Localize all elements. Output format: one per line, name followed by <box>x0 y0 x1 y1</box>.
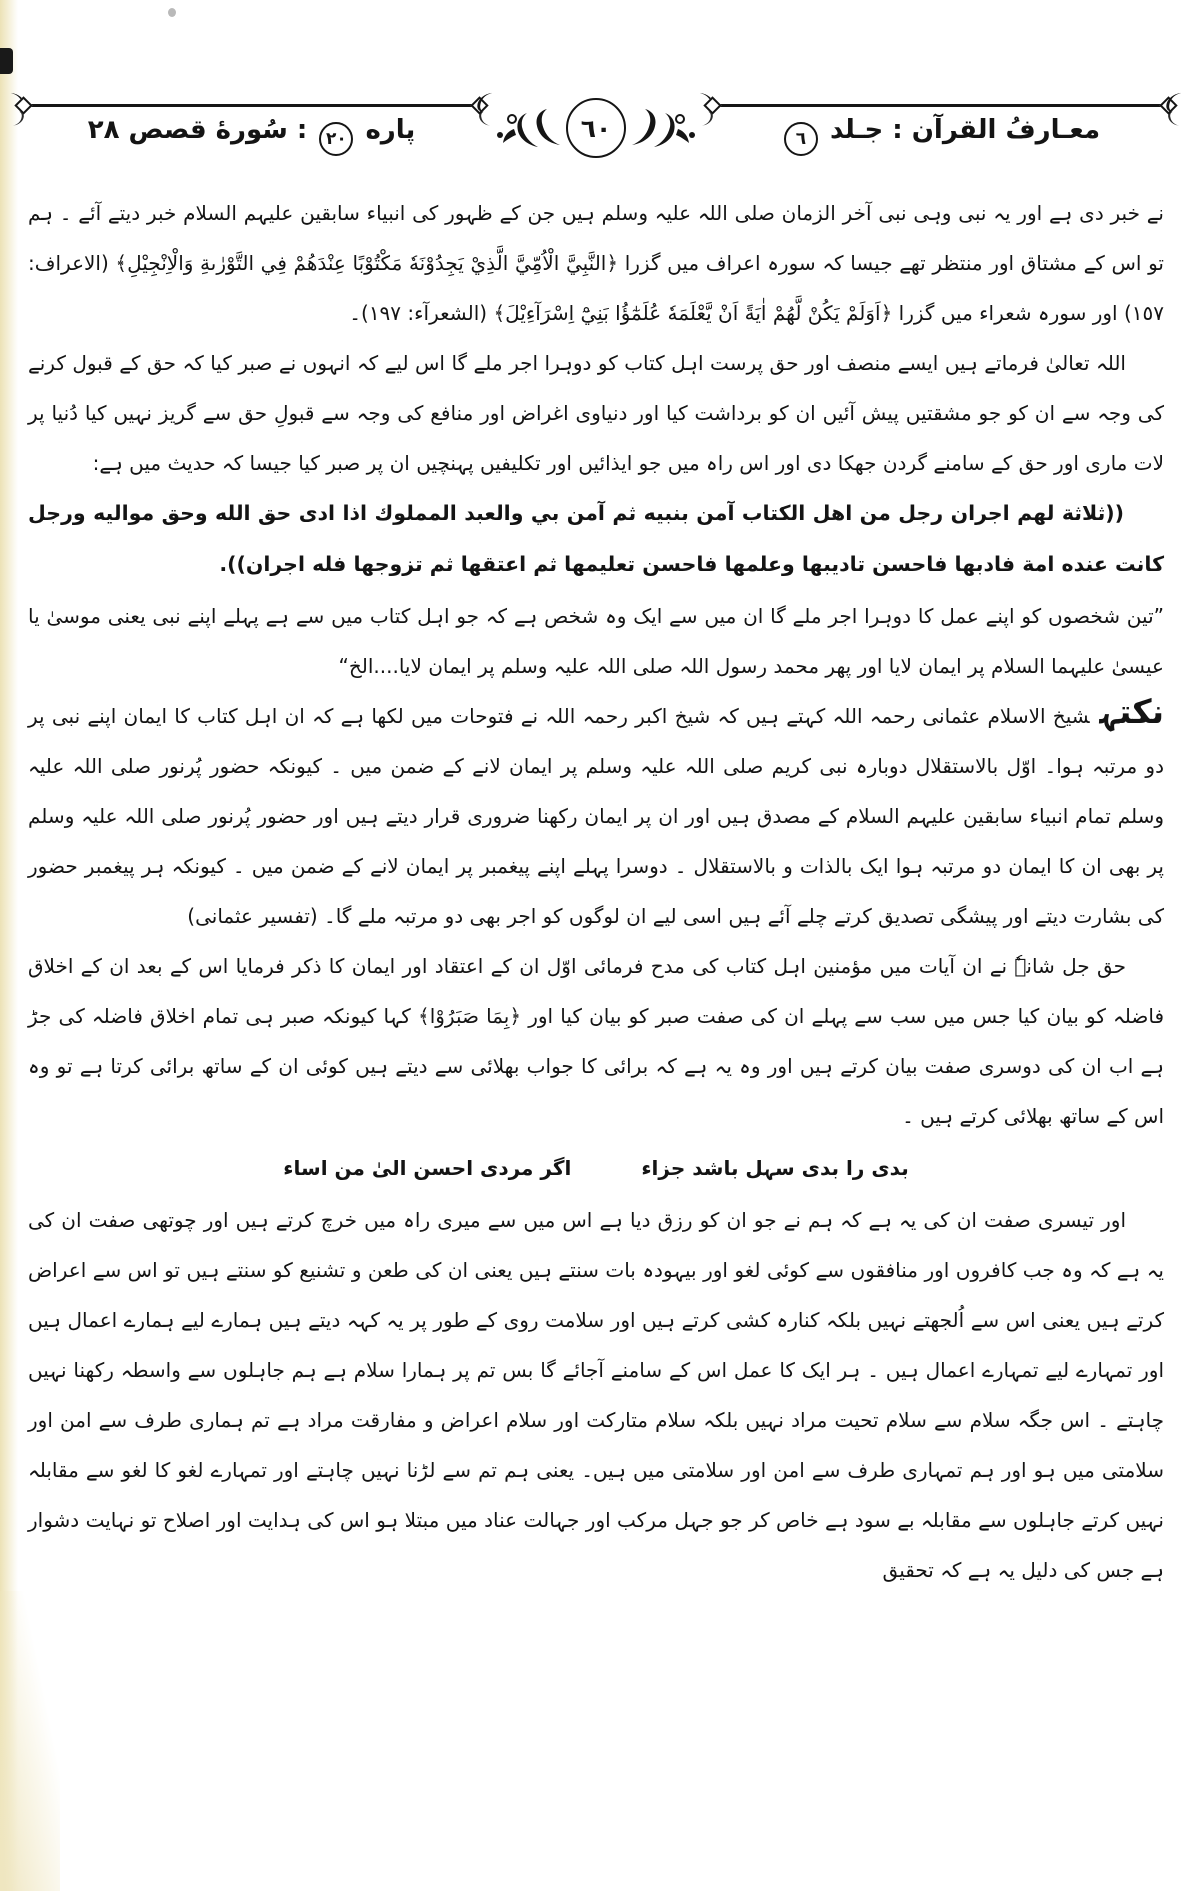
scan-speck <box>0 48 13 74</box>
leaf-curl-icon <box>1162 91 1184 113</box>
para-number-badge <box>319 122 353 156</box>
leaf-curl-icon <box>1165 111 1181 127</box>
paragraph-continuation: نے خبر دی ہے اور یہ نبی وہی نبی آخر الزمان صلی اللہ علیہ وسلم ہیں جن کے ظہور کی انبیاء سابقین علیہم السلام خبر دیتے آئے ۔ ہم تو اس کے مشتاق اور منتظر تھے جیسا کہ سورہ اعراف میں گزرا ﴿النَّبِيَّ الْاُمِّيَّ الَّذِيْ يَجِدُوْنَهٗ مَكْتُوْبًا عِنْدَهُمْ فِي التَّوْرٰىةِ وَالْاِنْجِيْلِ﴾ (الاعراف: ١٥٧) اور سورہ شعراء میں گزرا ﴿اَوَلَمْ يَكُنْ لَّهُمْ اٰيَةً اَنْ يَّعْلَمَهٗ عُلَمٰٓؤُا بَنِيْٓ اِسْرَآءِيْلَ﴾ (الشعرآء: ١٩٧)۔ <box>28 201 1164 325</box>
paragraph-commentary: اللہ تعالیٰ فرماتے ہیں ایسے منصف اور حق پرست اہل کتاب کو دوہرا اجر ملے گا اس لیے کہ انہوں نے صبر کیا کہ حق کے قبول کرنے کی وجہ سے ان کو جو مشقتیں پیش آئیں ان کو برداشت کیا اور دنیاوی اغراض اور منافع کی وجہ سے قبولِ حق سے گریز نہیں کیا دُنیا پر لات ماری اور حق کے سامنے گردن جھکا دی اور اس راہ میں جو ایذائیں اور تکلیفیں پہنچیں ان پر صبر کیا جیسا کہ حدیث میں ہے: <box>28 351 1164 475</box>
left-edge-tint <box>0 0 18 1891</box>
persian-couplet <box>28 1143 1164 1193</box>
scan-speck <box>168 8 176 17</box>
leaf-curl-icon <box>8 91 30 113</box>
page-number-circle <box>566 98 626 158</box>
paragraph-third-fourth-quality: اور تیسری صفت ان کی یہ ہے کہ ہم نے جو ان کو رزق دیا ہے اس میں سے میری راہ میں خرچ کرتے ہیں اور چوتھی صفت ان کی یہ ہے کہ وہ جب کافروں اور منافقوں سے کوئی لغو اور بیہودہ بات سنتے ہیں یعنی ان کی طعن و تشنیع کو سنتے ہیں تو اس سے اعراض کرتے ہیں یعنی اس سے اُلجھتے نہیں بلکہ کنارہ کشی کرتے ہیں اور سلامت روی کے طور پر یہ کہہ دیتے ہیں ہمارے لیے ہمارے اعمال ہیں اور تمہارے لیے تمہارے اعمال ہیں ۔ ہر ایک کا عمل اس کے سامنے آجائے گا بس تم پر ہمارا سلام ہے ہم جاہلوں سے واسطہ رکھنا نہیں چاہتے ۔ اس جگہ سلام سے سلام تحیت مراد نہیں بلکہ سلام متارکت اور سلام اعراض و مفارقت مراد ہے تم ہماری طرف سے امن اور سلامتی میں ہو اور ہم تمہاری طرف سے امن اور سلامتی میں ہیں۔ یعنی ہم تم سے لڑنا نہیں چاہتے اور تمہارے لغو کا لغو سے مقابلہ نہیں کرتے جاہلوں سے مقابلہ بے سود ہے خاص کر جو جہل مرکب اور جہالت عناد میں مبتلا ہو اس کی ہدایت اور اصلاح تو نہایت دشوار ہے جس کی دلیل یہ ہے کہ تحقیق <box>28 1207 1164 1582</box>
page-number: ٦٠ <box>580 113 612 143</box>
paragraph-praise-of-qualities: حق جل شانہٗ نے ان آیات میں مؤمنین اہل کتاب کی مدح فرمائی اوّل ان کے اعتقاد اور ایمان کا ذکر فرمایا اس کے بعد ان کے اخلاق فاضلہ کو بیان کیا جس میں سب سے پہلے ان کی صفت صبر کو بیان کیا اور ﴿بِمَا صَبَرُوْا﴾ کہا کیونکہ صبر ہی تمام اخلاق فاضلہ کی جڑ ہے اب ان کی دوسری صفت بیان کرتے ہیں اور وہ یہ ہے کہ برائی کا جواب بھلائی سے دیتے ہیں کوئی ان کے ساتھ برائی کرتا ہے تو وہ اس کے ساتھ بھلائی کرتے ہیں ۔ <box>28 953 1164 1128</box>
running-header <box>22 104 1170 158</box>
surah-label: : سُورهٔ قصص ٢٨ <box>87 115 308 145</box>
para-number: ٢٠ <box>326 129 347 149</box>
hadith-arabic: ((ثلاثة لهم اجران رجل من اهل الكتاب آمن بنبيه ثم آمن بي والعبد المملوك اذا ادى حق الله وحق مواليه ورجل كانت عنده امة فادبها فاحسن تاديبها وعلمها فاحسن تعليمها ثم اعتقها ثم تزوجها فله اجران)). <box>28 501 1164 577</box>
leaf-curl-icon <box>700 111 716 127</box>
corner-tint <box>0 1591 60 1891</box>
volume-number: ٦ <box>795 129 807 149</box>
leaf-curl-icon <box>697 91 719 113</box>
note-text: شیخ الاسلام عثمانی رحمہ اللہ کہتے ہیں کہ شیخ اکبر رحمہ اللہ نے فتوحات میں لکھا ہے کہ ان اہل کتاب کا ایمان اپنے نبی پر دو مرتبہ ہوا۔ اوّل بالاستقلال دوبارہ نبی کریم صلی اللہ علیہ وسلم پر ایمان لانے کے ضمن میں ۔ کیونکہ حضور پُرنور صلی اللہ علیہ وسلم تمام انبیاء سابقین علیہم السلام کے مصدق ہیں اور ان پر ایمان رکھنا ضروری قرار دیتے ہیں اور حضور پُرنور صلی اللہ علیہ وسلم پر بھی ان کا ایمان دو مرتبہ ہوا ایک بالذات و بالاستقلال ۔ دوسرا پہلے اپنے پیغمبر پر ایمان لانے کے ضمن میں ۔ کیونکہ ہر پیغمبر حضور کی بشارت دیتے اور پیشگی تصدیق کرتے چلے آئے ہیں اسی لیے ان لوگوں کو اجر بھی دو مرتبہ ملے گا۔ (تفسیر عثمانی) <box>28 703 1164 928</box>
leaf-curl-icon <box>11 111 27 127</box>
book-title <box>781 115 1101 149</box>
para-surah-cartouche <box>22 104 481 156</box>
hadith-translation: ”تین شخصوں کو اپنے عمل کا دوہرا اجر ملے گا ان میں سے ایک وہ شخص ہے کہ جو اہل کتاب میں سے ہے پہلے اپنے نبی یعنی موسیٰ یا عیسیٰ علیہما السلام پر ایمان لایا اور پھر محمد رسول اللہ صلی اللہ علیہ وسلم پر ایمان لایا....الخ“ <box>28 603 1164 678</box>
note-heading: نکتہ <box>1099 691 1164 731</box>
leaf-curl-icon <box>476 111 492 127</box>
floral-ornament-icon <box>492 105 564 151</box>
book-title-cartouche <box>711 104 1170 156</box>
para-surah-title <box>87 115 416 149</box>
tafsir-text-block <box>28 188 1164 1595</box>
page-number-medallion <box>487 98 705 158</box>
leaf-curl-icon <box>473 91 495 113</box>
floral-ornament-icon <box>628 105 700 151</box>
note-paragraph <box>28 691 1164 941</box>
book-title-text: معـارفُ القرآن : جـلد <box>829 115 1101 145</box>
para-label: پاره <box>365 115 416 145</box>
volume-number-badge <box>784 122 818 156</box>
couplet-hemistich-left: اگر مردی احسن الیٰ من اساء <box>283 1155 572 1180</box>
couplet-hemistich-right: بدی را بدی سہل باشد جزاء <box>641 1155 909 1180</box>
